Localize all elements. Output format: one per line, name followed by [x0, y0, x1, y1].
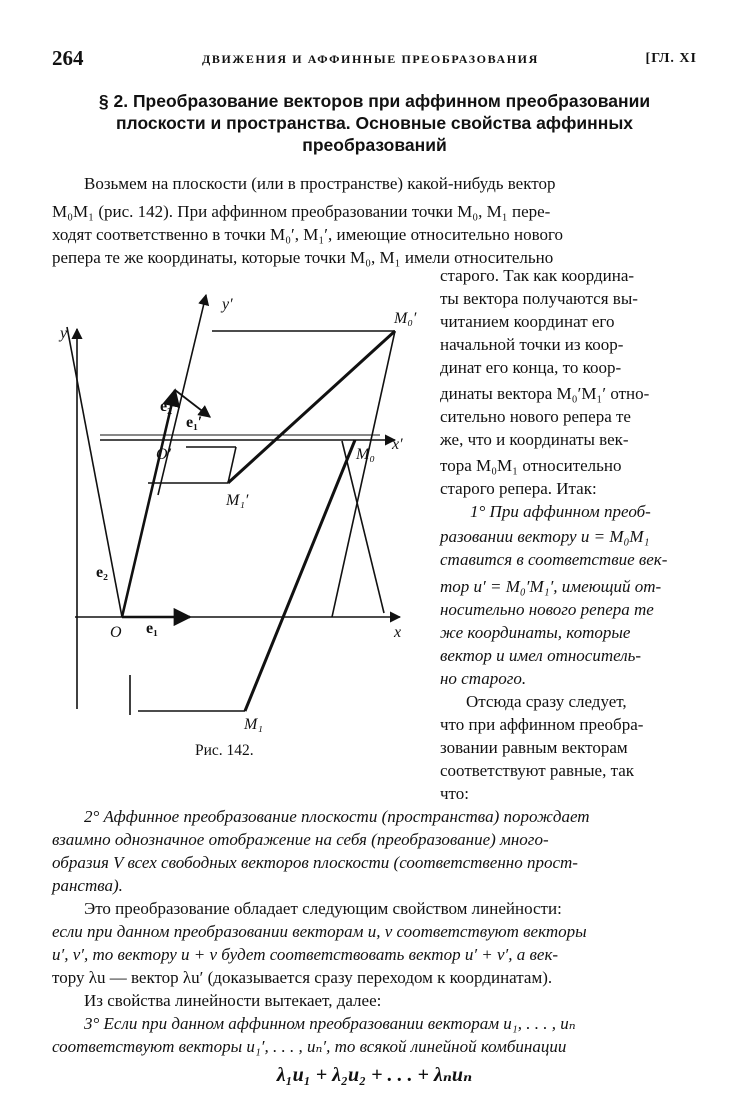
label-M0: M₀	[356, 446, 375, 463]
statement-line: образия V всех свободных векторов плоскости (соответственно прост-	[52, 853, 578, 872]
text-line: что при аффинном преобра-	[440, 715, 644, 734]
text-line: Возьмем на плоскости (или в пространстве) какой-нибудь вектор	[84, 174, 556, 193]
chapter-label: [ГЛ. XI	[645, 51, 697, 66]
label-x: x	[394, 624, 402, 641]
statement-line: разовании вектору u = M₀M₁	[440, 527, 650, 546]
label-M0-prime: M₀′	[394, 310, 417, 327]
text-line: зовании равным векторам	[440, 738, 628, 757]
text-line: Это преобразование обладает следующим свойством линейности:	[84, 899, 562, 918]
statement-line: ставится в соответствие век-	[440, 550, 668, 569]
label-x-prime: x′	[392, 436, 403, 453]
statement-line: 3° Если при данном аффинном преобразовании векторам u₁, . . . , uₙ	[84, 1014, 576, 1033]
text-line: репера те же координаты, которые точки M₀, M₁ имели относительно	[52, 248, 554, 267]
e2-vector	[122, 437, 164, 617]
text-line: соответствуют равные, так	[440, 761, 635, 780]
label-y: y	[60, 325, 68, 342]
statement-line: взаимно однозначное отображение на себя (преобразование) много-	[52, 830, 549, 849]
text-line: динат его конца, то коор-	[440, 358, 622, 377]
text-line: тору λu — вектор λu′ (доказывается сразу переходом к координатам).	[52, 968, 553, 987]
frame-line	[342, 441, 384, 613]
text-line: u′, v′, то вектору u + v будет соответствовать вектор u′ + v′, а век-	[52, 945, 559, 964]
statement-line: же координаты, которые	[440, 623, 631, 642]
text-line: Из свойства линейности вытекает, далее:	[84, 991, 382, 1010]
statement-line: соответствуют векторы u₁′, . . . , uₙ′, то всякой линейной комбинации	[52, 1037, 567, 1056]
label-M1-prime: M₁′	[226, 492, 249, 509]
statement-line: ранства).	[52, 876, 123, 895]
label-e2-prime: e₂′	[160, 398, 177, 415]
label-O-prime: O′	[156, 446, 172, 463]
label-e2: e₂	[96, 564, 108, 581]
label-e1: e₁	[146, 620, 158, 637]
page-header	[52, 46, 697, 76]
text-line: тора M₀M₁ относительно	[440, 456, 622, 475]
page-number: 264	[52, 46, 84, 70]
text-line: ты вектора получаются вы-	[440, 289, 638, 308]
section-heading	[52, 90, 697, 156]
text-line: если при данном преобразовании векторам u, v соответствуют векторы	[52, 922, 587, 941]
section-title-line: преобразований	[302, 135, 447, 155]
text-line: M₀M₁ (рис. 142). При аффинном преобразовании точки M₀, M₁ пере-	[52, 202, 551, 221]
label-e1-prime: e₁′	[186, 414, 203, 431]
text-line: же, что и координаты век-	[440, 430, 629, 449]
section-title-line: § 2. Преобразование векторов при аффинном преобразовании	[98, 91, 651, 111]
label-y-prime: y′	[222, 296, 233, 313]
statement-line: вектор u имел относитель-	[440, 646, 642, 665]
section-title-line: плоскости и пространства. Основные свойства аффинных	[115, 113, 634, 133]
text-line: начальной точки из коор-	[440, 335, 624, 354]
formula: λ₁u₁ + λ₂u₂ + . . . + λₙuₙ	[276, 1064, 473, 1086]
text-line: Отсюда сразу следует,	[466, 692, 627, 711]
text-line: динаты вектора M₀′M₁′ отно-	[440, 384, 650, 403]
text-line: старого. Так как координа-	[440, 266, 635, 285]
statement-line: 1° При аффинном преоб-	[470, 502, 651, 521]
running-title: ДВИЖЕНИЯ И АФФИННЫЕ ПРЕОБРАЗОВАНИЯ	[202, 52, 539, 66]
text-line: старого репера. Итак:	[440, 479, 597, 498]
text-line: ходят соответственно в точки M₀′, M₁′, имеющие относительно нового	[52, 225, 564, 244]
label-M1: M₁	[244, 716, 263, 733]
text-line: читанием координат его	[440, 312, 615, 331]
vector-M0-M1	[245, 440, 355, 711]
text-line: сительно нового репера те	[440, 407, 631, 426]
statement-line: носительно нового репера те	[440, 600, 654, 619]
statement-line: 2° Аффинное преобразование плоскости (пространства) порождает	[84, 807, 590, 826]
y-axis-slanted	[67, 327, 122, 617]
figure-caption: Рис. 142.	[195, 742, 254, 759]
text-line: что:	[440, 784, 469, 803]
statement-line: но старого.	[440, 669, 527, 688]
label-O: O	[110, 624, 122, 641]
statement-line: тор u′ = M₀′M₁′, имеющий от-	[440, 577, 662, 596]
figure-142	[40, 275, 430, 737]
